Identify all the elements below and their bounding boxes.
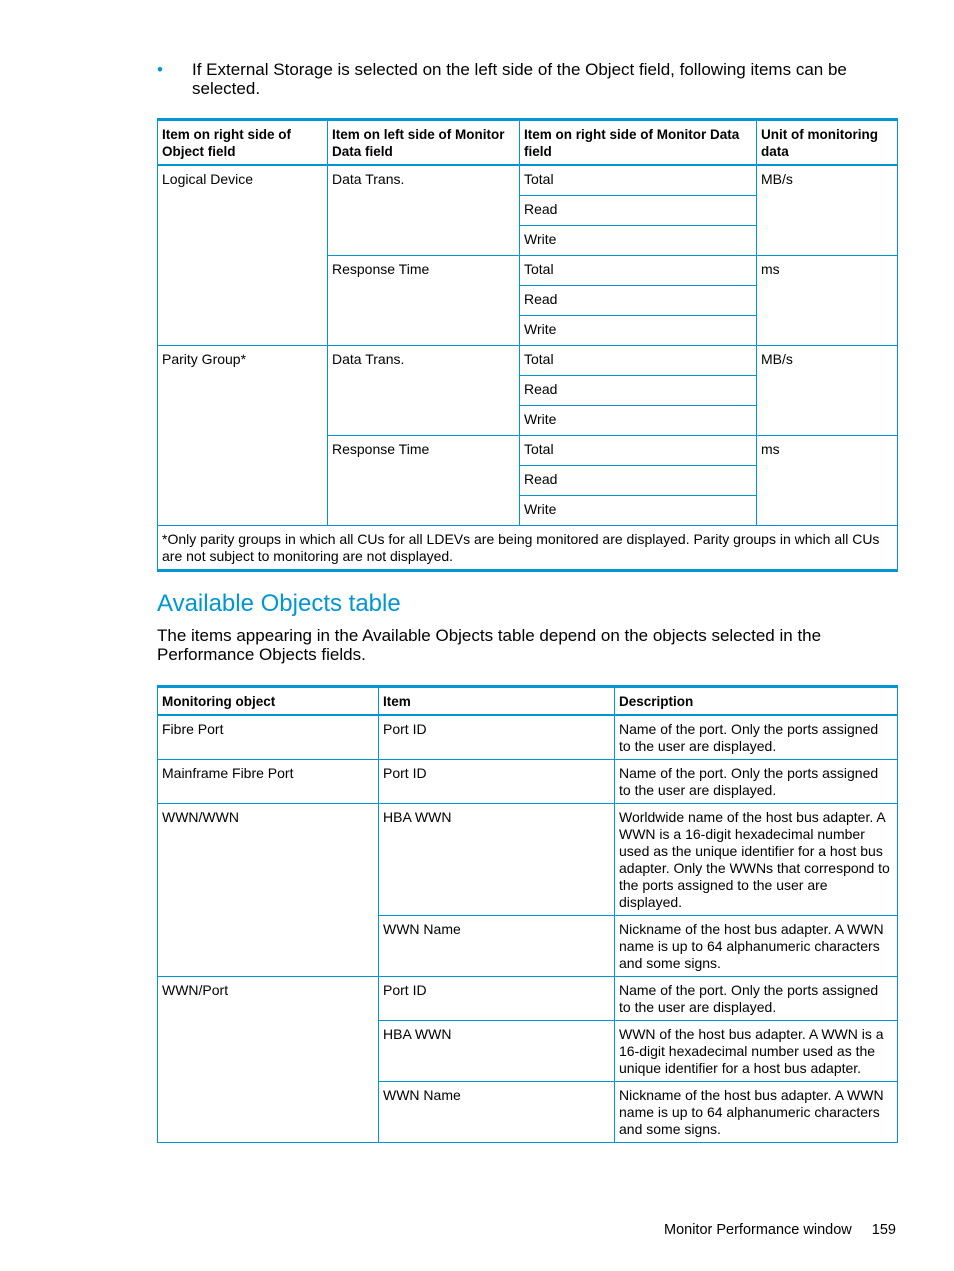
monitor-right-cell: Read xyxy=(520,376,757,406)
table2-header: Item xyxy=(379,687,615,716)
monitor-right-cell: Read xyxy=(520,196,757,226)
description-cell: Name of the port. Only the ports assigned to the user are displayed. xyxy=(615,977,898,1021)
monitor-right-cell: Total xyxy=(520,256,757,286)
monitoring-object-cell: Fibre Port xyxy=(158,715,379,760)
unit-cell: ms xyxy=(757,256,898,346)
footnote-cell: *Only parity groups in which all CUs for all LDEVs are being monitored are displayed. Parity groups in which all CUs are not subject to monitoring are not displayed. xyxy=(158,526,898,571)
table1-header: Unit of monitoring data xyxy=(757,120,898,166)
item-cell: Port ID xyxy=(379,715,615,760)
page-footer xyxy=(664,1222,896,1238)
monitor-right-cell: Read xyxy=(520,466,757,496)
table2-header: Description xyxy=(615,687,898,716)
section-heading: Available Objects table xyxy=(157,590,401,617)
table-row xyxy=(158,165,898,196)
item-cell: Port ID xyxy=(379,760,615,804)
page-number: 159 xyxy=(871,1222,896,1238)
item-cell: WWN Name xyxy=(379,916,615,977)
description-cell: Worldwide name of the host bus adapter. A WWN is a 16-digit hexadecimal number used as the unique identifier for a host bus adapter. Only the WWNs that correspond to the ports assigned to the user are displayed. xyxy=(615,804,898,916)
table2-header: Monitoring object xyxy=(158,687,379,716)
description-cell: Name of the port. Only the ports assigned to the user are displayed. xyxy=(615,715,898,760)
available-objects-table xyxy=(157,685,898,1143)
monitoring-object-cell: Mainframe Fibre Port xyxy=(158,760,379,804)
monitor-right-cell: Write xyxy=(520,496,757,526)
monitor-left-cell: Data Trans. xyxy=(328,346,520,436)
table1-header: Item on left side of Monitor Data field xyxy=(328,120,520,166)
table-row xyxy=(158,715,898,760)
table1-header: Item on right side of Object field xyxy=(158,120,328,166)
section-paragraph: The items appearing in the Available Objects table depend on the objects selected in the Performance Objects fields. xyxy=(157,626,822,664)
table-row xyxy=(158,977,898,1021)
item-cell: Port ID xyxy=(379,977,615,1021)
footer-title: Monitor Performance window xyxy=(663,1222,852,1238)
item-cell: WWN Name xyxy=(379,1082,615,1143)
monitor-right-cell: Write xyxy=(520,226,757,256)
monitor-left-cell: Data Trans. xyxy=(328,165,520,256)
table-row xyxy=(158,760,898,804)
monitor-right-cell: Total xyxy=(520,165,757,196)
description-cell: Name of the port. Only the ports assigned to the user are displayed. xyxy=(615,760,898,804)
monitor-left-cell: Response Time xyxy=(328,256,520,346)
unit-cell: MB/s xyxy=(757,346,898,436)
table-row xyxy=(158,346,898,376)
item-cell: HBA WWN xyxy=(379,804,615,916)
monitor-right-cell: Write xyxy=(520,406,757,436)
description-cell: Nickname of the host bus adapter. A WWN name is up to 64 alphanumeric characters and some signs. xyxy=(615,1082,898,1143)
monitoring-object-cell: WWN/Port xyxy=(158,977,379,1143)
monitor-left-cell: Response Time xyxy=(328,436,520,526)
monitor-right-cell: Write xyxy=(520,316,757,346)
object-cell: Parity Group* xyxy=(158,346,328,526)
item-cell: HBA WWN xyxy=(379,1021,615,1082)
description-cell: Nickname of the host bus adapter. A WWN name is up to 64 alphanumeric characters and some signs. xyxy=(615,916,898,977)
monitor-right-cell: Read xyxy=(520,286,757,316)
unit-cell: MB/s xyxy=(757,165,898,256)
storage-items-table xyxy=(157,118,898,572)
description-cell: WWN of the host bus adapter. A WWN is a 16-digit hexadecimal number used as the unique identifier for a host bus adapter. xyxy=(615,1021,898,1082)
object-cell: Logical Device xyxy=(158,165,328,346)
bullet-icon: • xyxy=(157,60,163,79)
table-row xyxy=(158,804,898,916)
unit-cell: ms xyxy=(757,436,898,526)
footnote-row xyxy=(158,526,898,571)
monitor-right-cell: Total xyxy=(520,436,757,466)
monitoring-object-cell: WWN/WWN xyxy=(158,804,379,977)
monitor-right-cell: Total xyxy=(520,346,757,376)
table1-header: Item on right side of Monitor Data field xyxy=(520,120,757,166)
intro-bullet-text: If External Storage is selected on the left side of the Object field, following items can be selected. xyxy=(192,60,847,98)
